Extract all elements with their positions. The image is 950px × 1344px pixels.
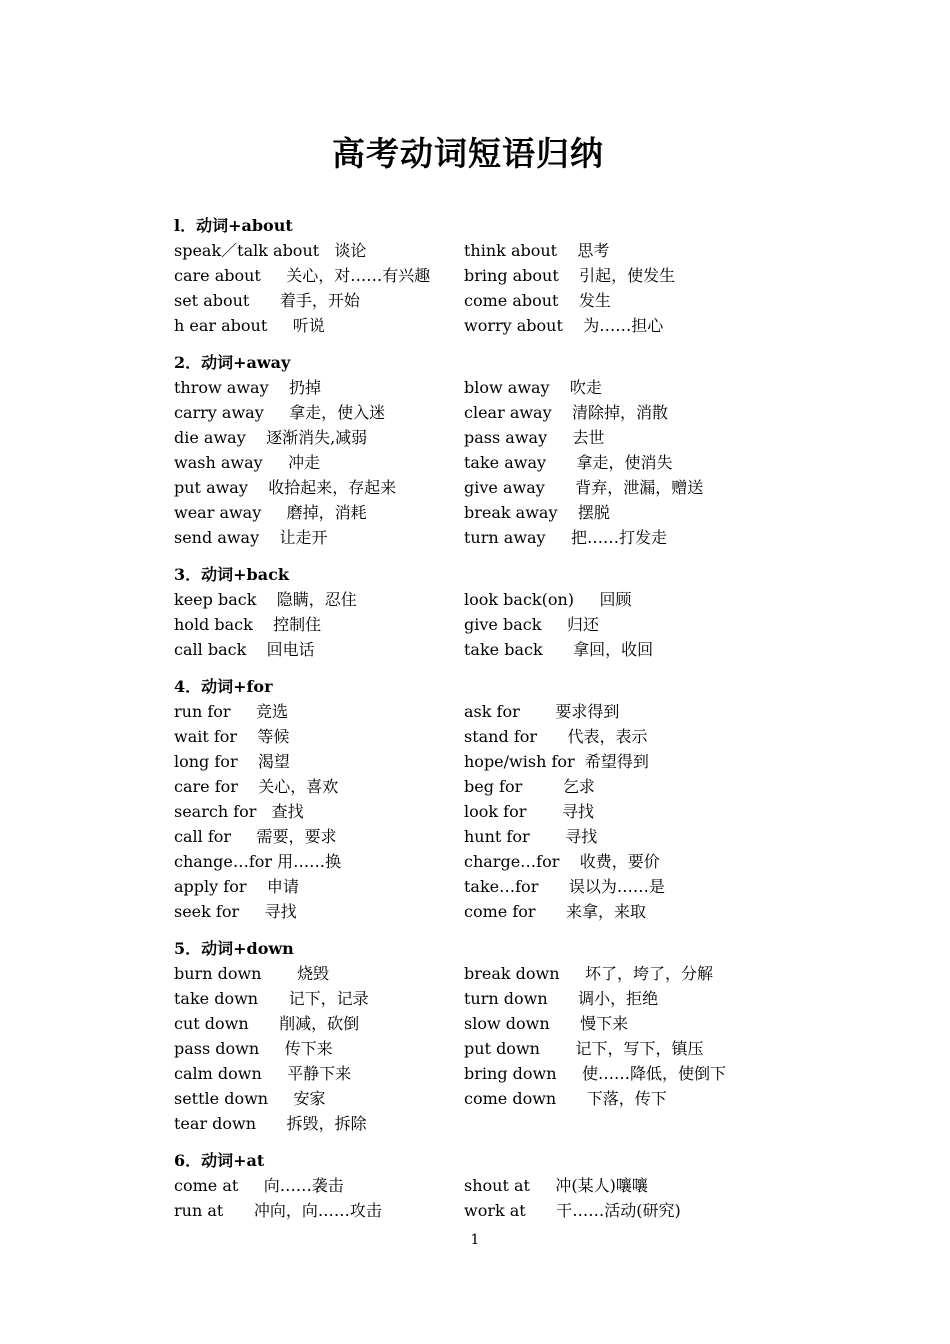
phrase-entry-right: turn down 调小，拒绝 xyxy=(464,989,659,1008)
phrase-entry-right: break away 摆脱 xyxy=(464,503,610,522)
section-heading: l．动词+about xyxy=(174,216,293,235)
phrase-entry-right: clear away 清除掉，消散 xyxy=(464,403,668,422)
section xyxy=(174,1148,794,1223)
phrase-entry-right: come for 来拿，来取 xyxy=(464,902,647,921)
phrase-row xyxy=(174,475,794,500)
phrase-entry-right: work at 干……活动(研究) xyxy=(464,1201,681,1220)
phrase-row xyxy=(174,986,794,1011)
phrase-entry-left: pass down 传下来 xyxy=(174,1039,333,1058)
phrase-entry-left: wash away 冲走 xyxy=(174,453,321,472)
phrase-entry-left: speak／talk about 谈论 xyxy=(174,241,367,260)
phrase-entry-right: think about 思考 xyxy=(464,241,610,260)
phrase-row xyxy=(174,1111,794,1136)
phrase-list xyxy=(174,213,794,1235)
phrase-entry-right: blow away 吹走 xyxy=(464,378,602,397)
phrase-entry-left: h ear about 听说 xyxy=(174,316,325,335)
phrase-entry-left: keep back 隐瞒，忍住 xyxy=(174,590,357,609)
phrase-row xyxy=(174,288,794,313)
phrase-entry-left: care for 关心，喜欢 xyxy=(174,777,339,796)
phrase-entry-left: settle down 安家 xyxy=(174,1089,326,1108)
phrase-entry-left: search for 查找 xyxy=(174,802,304,821)
phrase-entry-left: hold back 控制住 xyxy=(174,615,322,634)
phrase-entry-right: beg for 乞求 xyxy=(464,777,595,796)
phrase-entry-left: set about 着手，开始 xyxy=(174,291,360,310)
section-heading: 2．动词+away xyxy=(174,353,291,372)
phrase-row xyxy=(174,749,794,774)
phrase-row xyxy=(174,824,794,849)
phrase-entry-left: call back 回电话 xyxy=(174,640,315,659)
phrase-entry-right: stand for 代表，表示 xyxy=(464,727,648,746)
phrase-entry-right: shout at 冲(某人)嚷嚷 xyxy=(464,1176,648,1195)
phrase-entry-left: come at 向……袭击 xyxy=(174,1176,344,1195)
phrase-row xyxy=(174,400,794,425)
phrase-entry-left: run for 竞选 xyxy=(174,702,288,721)
phrase-row xyxy=(174,525,794,550)
phrase-row xyxy=(174,961,794,986)
phrase-row xyxy=(174,450,794,475)
phrase-row xyxy=(174,849,794,874)
phrase-row xyxy=(174,1198,794,1223)
phrase-row xyxy=(174,899,794,924)
section xyxy=(174,213,794,338)
phrase-row xyxy=(174,587,794,612)
phrase-entry-left: burn down 烧毁 xyxy=(174,964,330,983)
phrase-row xyxy=(174,425,794,450)
phrase-row xyxy=(174,500,794,525)
phrase-entry-left: long for 渴望 xyxy=(174,752,290,771)
section xyxy=(174,936,794,1136)
phrase-entry-left: apply for 申请 xyxy=(174,877,299,896)
phrase-row xyxy=(174,1036,794,1061)
phrase-entry-left: run at 冲向，向……攻击 xyxy=(174,1201,382,1220)
phrase-entry-right: come about 发生 xyxy=(464,291,611,310)
section-heading: 4．动词+for xyxy=(174,677,273,696)
section xyxy=(174,562,794,662)
phrase-entry-left: calm down 平静下来 xyxy=(174,1064,352,1083)
phrase-entry-left: wear away 磨掉，消耗 xyxy=(174,503,367,522)
phrase-entry-right: pass away 去世 xyxy=(464,428,605,447)
section xyxy=(174,350,794,550)
phrase-entry-right: bring down 使……降低，使倒下 xyxy=(464,1064,726,1083)
phrase-row xyxy=(174,313,794,338)
phrase-entry-right: turn away 把……打发走 xyxy=(464,528,668,547)
phrase-entry-right: take away 拿走，使消失 xyxy=(464,453,673,472)
phrase-entry-right: look back(on) 回顾 xyxy=(464,590,632,609)
phrase-entry-left: care about 关心，对……有兴趣 xyxy=(174,266,431,285)
phrase-row xyxy=(174,774,794,799)
phrase-entry-left: seek for 寻找 xyxy=(174,902,297,921)
phrase-entry-right: bring about 引起，使发生 xyxy=(464,266,676,285)
phrase-entry-right: charge…for 收费，要价 xyxy=(464,852,660,871)
phrase-entry-right: come down 下落，传下 xyxy=(464,1089,667,1108)
phrase-entry-left: tear down 拆毁，拆除 xyxy=(174,1114,367,1133)
phrase-entry-left: take down 记下，记录 xyxy=(174,989,369,1008)
phrase-entry-left: put away 收拾起来，存起来 xyxy=(174,478,397,497)
section xyxy=(174,674,794,924)
section-heading: 6．动词+at xyxy=(174,1151,265,1170)
phrase-row xyxy=(174,1086,794,1111)
phrase-entry-right: break down 坏了，垮了，分解 xyxy=(464,964,713,983)
phrase-row xyxy=(174,724,794,749)
phrase-row xyxy=(174,612,794,637)
phrase-entry-right: slow down 慢下来 xyxy=(464,1014,629,1033)
phrase-entry-right: give back 归还 xyxy=(464,615,599,634)
phrase-entry-right: ask for 要求得到 xyxy=(464,702,620,721)
phrase-row xyxy=(174,874,794,899)
section-heading: 3．动词+back xyxy=(174,565,289,584)
phrase-row xyxy=(174,263,794,288)
phrase-entry-right: hope/wish for 希望得到 xyxy=(464,752,649,771)
section-heading: 5．动词+down xyxy=(174,939,294,958)
phrase-entry-right: put down 记下，写下，镇压 xyxy=(464,1039,704,1058)
phrase-entry-right: take…for 误以为……是 xyxy=(464,877,665,896)
phrase-entry-left: send away 让走开 xyxy=(174,528,328,547)
phrase-entry-right: look for 寻找 xyxy=(464,802,594,821)
phrase-row xyxy=(174,1011,794,1036)
phrase-entry-right: take back 拿回，收回 xyxy=(464,640,654,659)
phrase-row xyxy=(174,699,794,724)
phrase-row xyxy=(174,799,794,824)
phrase-entry-left: cut down 削减，砍倒 xyxy=(174,1014,360,1033)
phrase-row xyxy=(174,375,794,400)
phrase-row xyxy=(174,238,794,263)
phrase-row xyxy=(174,1061,794,1086)
page-number: 1 xyxy=(470,1232,480,1248)
phrase-entry-left: change…for 用……换 xyxy=(174,852,342,871)
document-title: 高考动词短语归纳 xyxy=(332,134,604,173)
phrase-entry-left: die away 逐渐消失,减弱 xyxy=(174,428,368,447)
phrase-entry-left: call for 需要，要求 xyxy=(174,827,337,846)
phrase-entry-right: hunt for 寻找 xyxy=(464,827,598,846)
phrase-entry-left: wait for 等候 xyxy=(174,727,290,746)
phrase-row xyxy=(174,1173,794,1198)
phrase-row xyxy=(174,637,794,662)
phrase-entry-left: throw away 扔掉 xyxy=(174,378,321,397)
phrase-entry-right: give away 背弃，泄漏，赠送 xyxy=(464,478,704,497)
phrase-entry-left: carry away 拿走，使入迷 xyxy=(174,403,386,422)
phrase-entry-right: worry about 为……担心 xyxy=(464,316,664,335)
